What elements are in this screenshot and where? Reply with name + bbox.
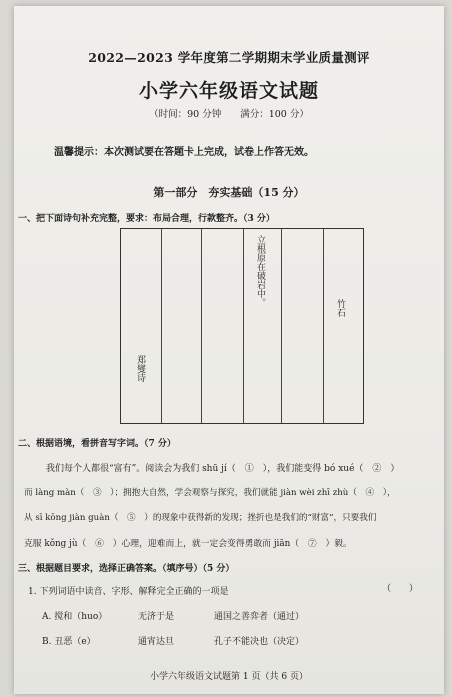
grid-column-title: 竹石 [335, 299, 345, 317]
option-a-word: A. 搅和（huo） [42, 612, 108, 622]
duration-score: （时间：90 分钟 满分：100 分） [149, 109, 309, 120]
exam-title: 2022—2023 学年度第二学期期末学业质量测评 [88, 50, 370, 65]
option-a-phrase: 通国之善弈者（通过） [214, 612, 305, 622]
option-b-word: B. 丑恶（e） [42, 637, 96, 647]
q1-prompt: 一、把下面诗句补充完整，要求：布局合理，行款整齐。（3 分） [18, 214, 275, 224]
grid-column-author: 郑燮诗 [135, 355, 145, 382]
grid-line [323, 229, 324, 423]
q3-item-1-answer-bracket: （ ） [382, 584, 419, 594]
q2-line-1: 我们每个人都很“富有”。阅读会为我们 shū jí（ ① ），我们能变得 bó xué（ ② ） [46, 464, 400, 474]
grid-column-poem-line: 立根原在破岩中。 [255, 235, 265, 307]
q3-item-1: 1. 下列词语中读音、字形、解释完全正确的一项是 [28, 587, 229, 597]
q2-line-4: 克服 kǒng jù（ ⑥ ）心理，迎难而上，就一定会变得勇敢而 jiān（ ⑦ ）毅。 [24, 539, 352, 549]
q2-line-3: 从 sī kōng jiàn guàn（ ⑤ ）的现象中获得新的发现；挫折也是我们的“财富”，只要我们 [24, 513, 377, 523]
q3-prompt: 三、根据题目要求，选择正确答案。（填序号）（5 分） [18, 564, 235, 574]
grid-line [201, 229, 202, 423]
q2-prompt: 二、根据语境，看拼音写字词。（7 分） [18, 439, 176, 449]
grid-line [243, 229, 244, 423]
grid-line [281, 229, 282, 423]
exam-page [14, 6, 444, 694]
paper-title: 小学六年级语文试题 [138, 80, 319, 102]
option-b-phrase: 孔子不能决也（决定） [214, 637, 305, 647]
poem-grid [120, 228, 364, 424]
notice: 温馨提示：本次测试要在答题卡上完成，试卷上作答无效。 [54, 147, 314, 158]
grid-line [161, 229, 162, 423]
part1-heading: 第一部分 夯实基础（15 分） [153, 186, 305, 199]
q2-line-2: 而 làng màn（ ③ ）；拥抱大自然，学会观察与探究，我们就能 jiàn wèi zhī zhù（ ④ ）， [24, 488, 396, 498]
page-footer: 小学六年级语文试题第 1 页（共 6 页） [150, 672, 308, 682]
option-a-idiom: 无济于是 [138, 612, 175, 622]
option-b-idiom: 通宵达旦 [138, 637, 175, 647]
